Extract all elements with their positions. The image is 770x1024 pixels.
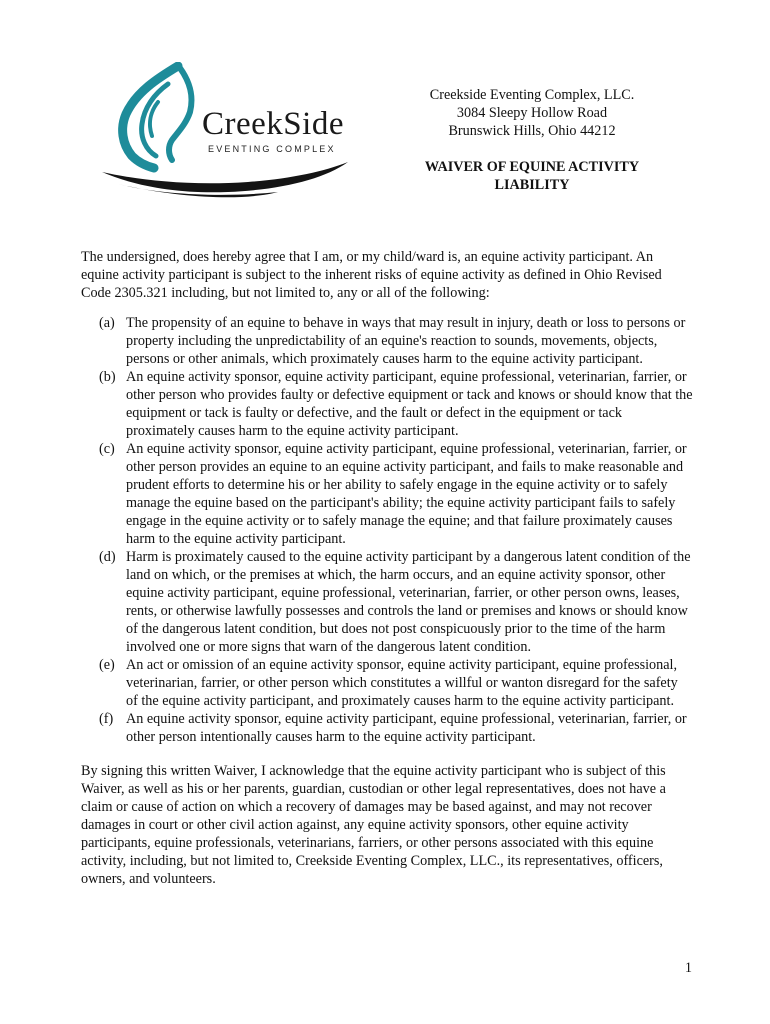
list-marker: (f)	[99, 711, 114, 727]
list-item-text: The propensity of an equine to behave in ways that may result in injury, death or loss to persons or property including the unpredictability of an equine's reaction to sounds, movements, objects, persons or other animals, which proximately causes harm to the equine activity participant.	[126, 315, 686, 367]
logo-wordmark	[202, 108, 344, 154]
list-item	[81, 656, 693, 710]
logo-subtitle: EVENTING COMPLEX	[208, 144, 336, 154]
waiver-body	[81, 248, 693, 888]
list-marker: (b)	[99, 369, 116, 385]
letterhead	[400, 86, 664, 194]
logo-name: CreekSide	[202, 106, 344, 142]
title-line-1: WAIVER OF EQUINE ACTIVITY	[424, 159, 640, 175]
list-item	[81, 368, 693, 440]
list-item	[81, 314, 693, 368]
list-item-text: An equine activity sponsor, equine activity participant, equine professional, veterinarian, farrier, or other person provides an equine to an equine activity participant, and fails to make reasonable and prudent efforts to determine his or her ability to safely engage in the equine activity or to safely manage the equine based on the participant's ability; the equine activity participant fails to safely engage in the equine activity or to safely manage the equine; and that failure proximately causes harm to the equine activity participant.	[126, 441, 687, 547]
list-marker: (a)	[99, 315, 115, 331]
list-marker: (c)	[99, 441, 115, 457]
intro-paragraph: The undersigned, does hereby agree that I am, or my child/ward is, an equine activity participant. An equine activity participant is subject to the inherent risks of equine activity as defined in Ohio Revised Code 2305.321 including, but not limited to, any or all of the following:	[81, 249, 662, 301]
risk-list	[81, 314, 693, 746]
list-item-text: Harm is proximately caused to the equine activity participant by a dangerous latent condition of the land on which, or the premises at which, the harm occurs, and an equine activity sponsor, other equine activity participant, equine professional, veterinarian, farrier, or other person owns, leases, rents, or otherwise lawfully possesses and controls the land or premises and knows or should know of the dangerous latent condition, but does not post conspicuously prior to the time of the harm involved one or more signs that warn of the dangerous latent condition.	[126, 549, 691, 655]
list-item-text: An equine activity sponsor, equine activity participant, equine professional, veterinarian, farrier, or other person intentionally causes harm to the equine activity participant.	[126, 711, 687, 745]
company-logo	[98, 62, 354, 198]
document-title	[400, 158, 664, 194]
list-item-text: An equine activity sponsor, equine activity participant, equine professional, veterinarian, farrier, or other person who provides faulty or defective equipment or tack and knows or should know that the equipment or tack is faulty or defective, and the fault or defect in the equipment or tack proximately causes harm to the equine activity participant.	[126, 369, 693, 439]
list-marker: (d)	[99, 549, 116, 565]
company-name: Creekside Eventing Complex, LLC.	[429, 87, 635, 103]
list-item	[81, 548, 693, 656]
title-line-2: LIABILITY	[494, 177, 570, 193]
closing-paragraph: By signing this written Waiver, I acknowledge that the equine activity participant who is subject of this Waiver, as well as his or her parents, guardian, custodian or other legal representatives, does not have a claim or cause of action on which a recovery of damages may be based against, and may not recover damages in court or other civil action against, any equine activity sponsors, other equine activity participants, equine professionals, veterinarians, farriers, or other persons associated with this equine activity, including, but not limited to, Creekside Eventing Complex, LLC., its representatives, officers, owners, and volunteers.	[81, 763, 666, 887]
list-marker: (e)	[99, 657, 115, 673]
city-state-zip: Brunswick Hills, Ohio 44212	[448, 123, 616, 139]
page-number: 1	[684, 960, 692, 976]
list-item	[81, 440, 693, 548]
street-address: 3084 Sleepy Hollow Road	[456, 105, 608, 121]
list-item-text: An act or omission of an equine activity sponsor, equine activity participant, equine professional, veterinarian, farrier, or other person which constitutes a willful or wanton disregard for the safety of the equine activity participant, and proximately causes harm to the equine activity participant.	[126, 657, 678, 709]
list-item	[81, 710, 693, 746]
